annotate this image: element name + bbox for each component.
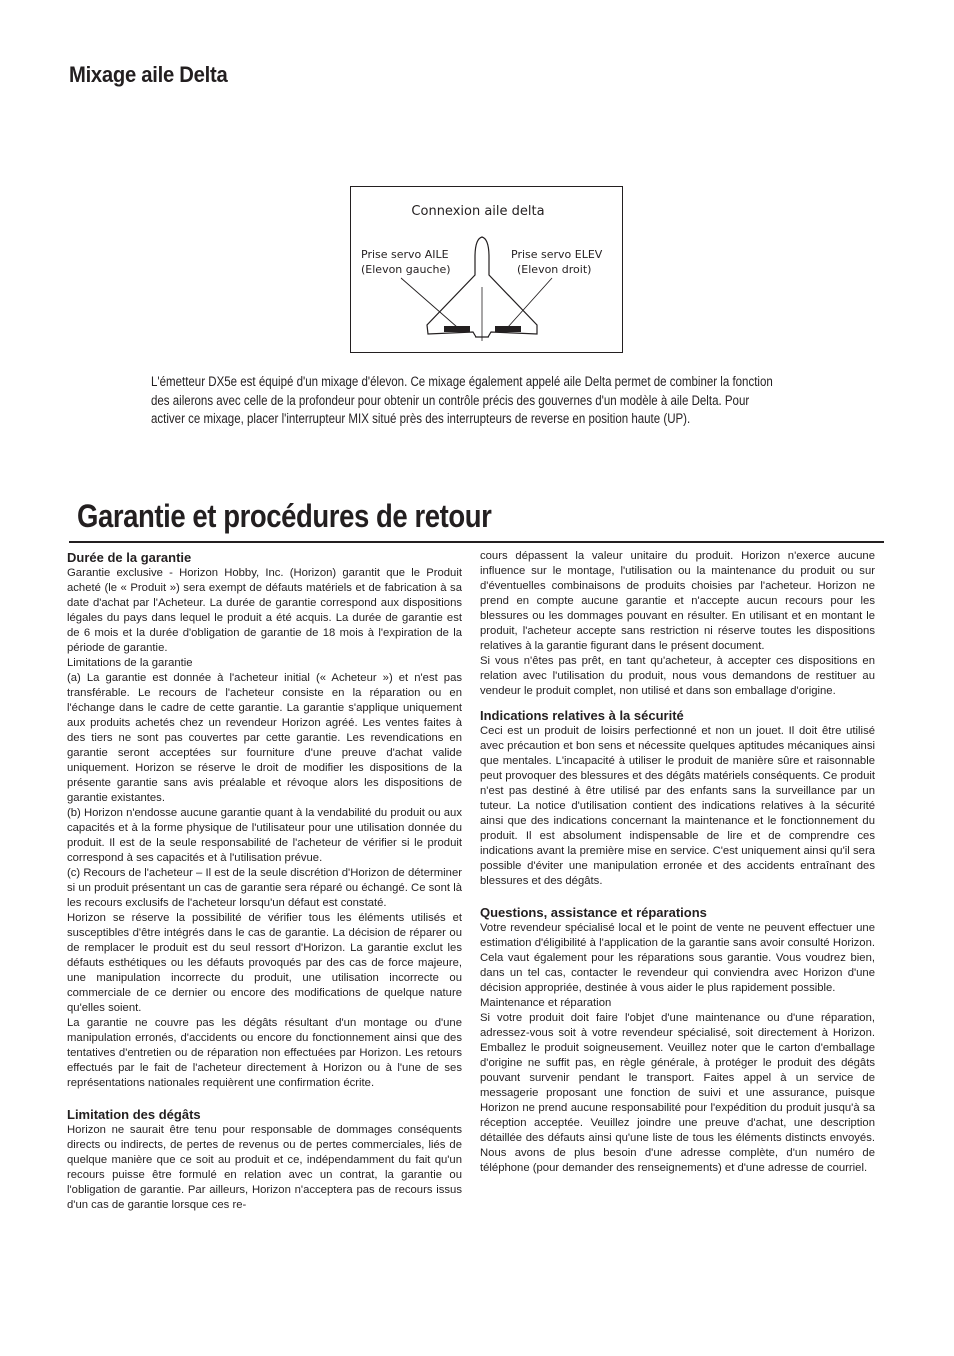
left-servo-sublabel: (Elevon gauche)	[361, 263, 451, 276]
paragraph-couvre: La garantie ne couvre pas les dégâts résultant d'un montage ou d'une manipulation erronés, d'accidents ou encore du fonctionnement ainsi que des tentatives d'entretien ou de réparation non effectuées par Horizon. Les retours effectués par le fait de l'acheteur directement à Horizon ou à l'une de ses représentations nationales requièrent une confirmation écrite.	[67, 1017, 462, 1089]
paragraph-degats: Horizon ne saurait être tenu pour responsable de dommages conséquents directs ou indirects, de pertes de revenus ou de pertes commerciales, liés de quelque manière que ce soit au produit et ce, indépendamment du fait qu'un recours puisse être formulé en relation avec un contrat, la garantie ou l'obligation de garantie. Par ailleurs, Horizon n'acceptera pas de recours issus d'un cas de garantie lorsque ces re-	[67, 1124, 462, 1211]
diagram-caption: Connexion aile delta	[411, 204, 545, 219]
delta-wing-drawing	[351, 187, 624, 354]
title-divider	[69, 541, 884, 543]
right-servo-sublabel: (Elevon droit)	[517, 263, 592, 276]
warranty-left-column	[67, 549, 462, 1213]
paragraph-maintenance: Si votre produit doit faire l'objet d'une maintenance ou d'une réparation, adressez-vous soit à votre revendeur spécialisé, soit directement à Horizon. Emballez le produit soigneusement. Veuillez noter que le carton d'emballage d'origine ne suffit pas, en règle générale, à protéger le produit des dégâts pouvant survenir pendant le transport. Faites appel à un service de messagerie proposant une fonction de suivi et une assurance, puisque Horizon ne prend aucune responsabilité pour l'expédition du produit jusqu'à sa réception acceptée. Veuillez joindre une preuve d'achat, une description détaillée des défauts ainsi qu'une liste de tous les éléments distincts envoyés. Nous avons de plus besoin d'une adresse complète, d'un numéro de téléphone (pour demander des renseignements) et d'une adresse de courriel.	[480, 1012, 875, 1174]
paragraph-questions: Votre revendeur spécialisé local et le point de vente ne peuvent effectuer une estimation d'éligibilité à l'application de la garantie sans avoir consulté Horizon. Cela vaut également pour les réparations sous garantie. Vous voudrez bien, dans un tel cas, contacter le revendeur qui conviendra avec Horizon d'une décision appropriée, destinée à vous aider le plus rapidement possible.	[480, 922, 875, 994]
paragraph-maintenance-label: Maintenance et réparation	[480, 997, 612, 1009]
paragraph-duree: Garantie exclusive - Horizon Hobby, Inc. (Horizon) garantit que le Produit acheté (le « Produit ») sera exempt de défauts matériels et de fabrication à sa date d'achat par l'Acheteur. La durée de garantie correspond aux dispositions légales du pays dans lequel le produit a été acquis. La durée de garantie est de 6 mois et la durée d'obligation de garantie de 18 mois à l'expiration de la période de garantie.	[67, 567, 462, 654]
paragraph-reserve: Horizon se réserve la possibilité de vérifier tous les éléments utilisés et susceptibles d'être intégrés dans le cas de garantie. La décision de réparer ou de remplacer le produit est du seul ressort d'Horizon. La garantie exclut les défauts esthétiques ou les défauts provoqués par des cas de force majeure, une manipulation incorrecte du produit, une utilisation incorrecte ou commerciale de ce dernier ou encore des modifications de quelque nature qu'elles soient.	[67, 912, 462, 1014]
paragraph-pret: Si vous n'êtes pas prêt, en tant qu'acheteur, à accepter ces dispositions en relation avec l'utilisation du produit, nous vous demandons de restituer au vendeur le produit complet, non utilisé et dans son emballage d'origine.	[480, 655, 875, 697]
heading-duree: Durée de la garantie	[67, 550, 192, 565]
intro-line: L'émetteur DX5e est équipé d'un mixage d'élevon. Ce mixage également appelé aile Delta permet de combiner la fonction	[151, 374, 773, 389]
paragraph-limitations-label: Limitations de la garantie	[67, 657, 193, 669]
heading-degats: Limitation des dégâts	[67, 1107, 201, 1122]
warranty-title: Garantie et procédures de retour	[77, 498, 492, 534]
right-servo-label: Prise servo ELEV	[511, 248, 603, 261]
warranty-right-column	[480, 549, 875, 1176]
intro-line: des ailerons avec celle de la profondeur pour obtenir un contrôle précis des gouvernes d'un modèle à aile Delta. Pour	[151, 392, 750, 408]
mix-intro-paragraph	[151, 373, 773, 429]
paragraph-a: (a) La garantie est donnée à l'acheteur initial (« Acheteur ») et n'est pas transférable. Le recours de l'acheteur consiste en la réparation ou en l'échange dans le cadre de cette garantie. La garantie s'applique uniquement aux produits achetés chez un revendeur Horizon agréé. Les ventes faites à des tiers ne sont pas couvertes par cette garantie. Les revendications en garantie seront acceptées sur fourniture d'une preuve d'achat valide uniquement. Horizon se réserve le droit de modifier les dispositions de la présente garantie sans avis préalable et révoque alors les dispositions de garantie existantes.	[67, 672, 462, 804]
left-servo-label: Prise servo AILE	[361, 248, 449, 261]
paragraph-securite: Ceci est un produit de loisirs perfectionné et non un jouet. Il doit être utilisé avec précaution et bon sens et nécessite quelques aptitudes mécaniques ainsi que mentales. L'incapacité à utiliser le produit de manière sûre et raisonnable peut provoquer des blessures et des dégâts matériels conséquents. Ce produit n'est pas destiné à être utilisé par des enfants sans la surveillance par un tuteur. La notice d'utilisation contient des indications relatives à la sécurité ainsi que des indications concernant la maintenance et le fonctionnement du produit. Il est absolument indispensable de lire et de comprendre ces indications avant la première mise en service. C'est uniquement ainsi qu'il sera possible d'éviter une manipulation erronée et des accidents entraînant des blessures et des dégâts.	[480, 725, 875, 887]
heading-securite: Indications relatives à la sécurité	[480, 708, 684, 723]
paragraph-continued: cours dépassent la valeur unitaire du produit. Horizon n'exerce aucune influence sur le montage, l'utilisation ou la maintenance du produit ou sur d'éventuelles combinaisons de produits choisies par l'acheteur. Horizon ne prend en compte aucune garantie et n'accepte aucun recours pour les blessures ou les dommages pouvant en résulter. En utilisant et en montant le produit, l'acheteur accepte sans restriction ni réserve toutes les dispositions relatives à la garantie figurant dans le présent document.	[480, 550, 875, 652]
intro-line: activer ce mixage, placer l'interrupteur MIX situé près des interrupteurs de reverse en position haute (UP).	[151, 411, 691, 426]
paragraph-c: (c) Recours de l'acheteur – Il est de la seule discrétion d'Horizon de déterminer si un produit présentant un cas de garantie sera réparé ou échangé. Ce sont là les recours exclusifs de l'acheteur lorsqu'un défaut est constaté.	[67, 867, 462, 909]
paragraph-b: (b) Horizon n'endosse aucune garantie quant à la vendabilité du produit ou aux capacités et à la forme physique de l'utilisateur pour une utilisation donnée du produit. Il est de la seule responsabilité de l'acheteur de vérifier si le produit correspond à ses capacités et à l'utilisation prévue.	[67, 807, 462, 864]
delta-wing-diagram	[350, 186, 623, 353]
mix-section-title: Mixage aile Delta	[69, 62, 228, 87]
heading-questions: Questions, assistance et réparations	[480, 905, 707, 920]
